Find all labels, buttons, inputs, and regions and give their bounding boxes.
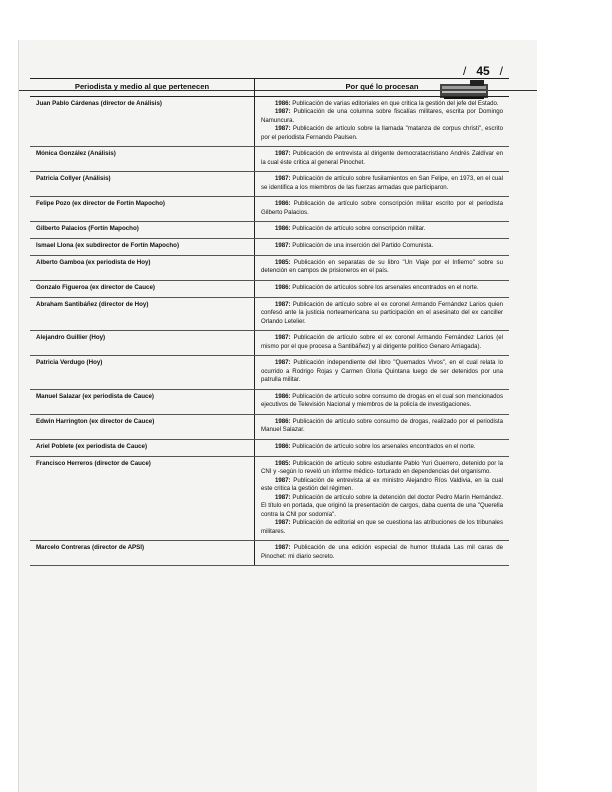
entry-text: Publicación de artículos sobre los arsenales encontrados en el norte. bbox=[292, 283, 479, 291]
table-row bbox=[30, 172, 509, 197]
journalist-name: Marcelo Contreras (director de APSI) bbox=[30, 541, 255, 566]
entry-text: Publicación de artículo sobre fusilamientos en San Felipe, en 1973, en el cual se identifica a los miembros de las fuerzas armadas que participaron. bbox=[261, 175, 503, 191]
prosecution-reason bbox=[255, 389, 510, 414]
entry-text: Publicación de artículo sobre estudiante Pablo Yuri Guerrero, detenido por la CNI y -según lo reveló un informe médico- torturado en dependencias del organismo. bbox=[261, 459, 503, 476]
entry-year: 1986: bbox=[275, 200, 291, 208]
journalist-name: Ismael Llona (ex subdirector de Fortín Mapocho) bbox=[30, 239, 255, 256]
journalist-name: Alberto Gamboa (ex periodista de Hoy) bbox=[30, 255, 255, 280]
journalist-name: Alejandro Guillier (Hoy) bbox=[30, 331, 255, 356]
journalist-name: Ariel Poblete (ex periodista de Cauce) bbox=[30, 439, 255, 456]
journalist-name: Juan Pablo Cárdenas (director de Análisis) bbox=[30, 96, 255, 147]
reason-entry bbox=[261, 301, 503, 327]
prosecution-reason bbox=[255, 172, 510, 197]
prosecution-reason bbox=[255, 297, 510, 331]
prosecution-reason bbox=[255, 356, 510, 390]
entry-year: 1987: bbox=[275, 544, 291, 552]
table-row bbox=[30, 222, 509, 239]
reason-entry bbox=[261, 108, 503, 125]
entry-text: Publicación de artículo sobre conscripción militar escrito por el periodista Gilberto Palacios. bbox=[261, 200, 503, 216]
entry-year: 1986: bbox=[275, 99, 291, 107]
journalist-name: Manuel Salazar (ex periodista de Cauce) bbox=[30, 389, 255, 414]
table-row bbox=[30, 197, 509, 222]
entry-text: Publicación de artículo sobre el ex coronel Armando Fernández Larios quien confesó ante la justicia norteamericana su participación en el asesinato del ex canciller Orlando Letelier. bbox=[261, 300, 503, 325]
journalist-name: Patricia Collyer (Análisis) bbox=[30, 172, 255, 197]
journalist-name: Felipe Pozo (ex director de Fortín Mapocho) bbox=[30, 197, 255, 222]
journalist-name: Abraham Santibáñez (director de Hoy) bbox=[30, 297, 255, 331]
reason-entry bbox=[261, 284, 503, 293]
entry-year: 1986: bbox=[275, 225, 291, 233]
prosecution-reason bbox=[255, 414, 510, 439]
table-row bbox=[30, 456, 509, 541]
journalist-name: Edwin Harrington (ex director de Cauce) bbox=[30, 414, 255, 439]
entry-year: 1987: bbox=[275, 476, 291, 484]
entry-year: 1987: bbox=[275, 150, 291, 158]
entry-text: Publicación de artículo sobre consumo de drogas, realizado por el periodista Manuel Salazar. bbox=[261, 417, 503, 434]
journalist-name: Mónica González (Análisis) bbox=[30, 147, 255, 172]
prosecution-reason bbox=[255, 222, 510, 239]
entry-text: Publicación de una edición especial de humor titulada Las mil caras de Pinochet: mi diario secreto. bbox=[261, 544, 503, 560]
journalist-name: Gilberto Palacios (Fortín Mapocho) bbox=[30, 222, 255, 239]
entry-text: Publicación de varias editoriales en que critica la gestión del jefe del Estado. bbox=[292, 99, 499, 107]
entry-text: Publicación de una columna sobre fiscalías militares, escrita por Domingo Namuncura. bbox=[261, 108, 503, 124]
entry-text: Publicación de artículo sobre la llamada "matanza de corpus christi", escrito por el periodista Fernando Paulsen. bbox=[261, 125, 503, 141]
reason-entry bbox=[261, 100, 503, 109]
reason-entry bbox=[261, 519, 503, 536]
reason-entry bbox=[261, 393, 503, 410]
entry-year: 1987: bbox=[275, 108, 291, 116]
table-row bbox=[30, 389, 509, 414]
reason-entry bbox=[261, 418, 503, 435]
entry-year: 1986: bbox=[275, 392, 291, 400]
entry-text: Publicación de entrevista al ex ministro Alejandro Ríos Valdivia, en la cual este critica la gestión del régimen. bbox=[261, 476, 503, 493]
table-row bbox=[30, 96, 509, 147]
reason-entry bbox=[261, 175, 503, 192]
table-row bbox=[30, 414, 509, 439]
prosecution-reason bbox=[255, 331, 510, 356]
reason-entry bbox=[261, 200, 503, 217]
table-row bbox=[30, 280, 509, 297]
entry-text: Publicación de artículo sobre consumo de drogas en el cual son mencionados ejecutivos de Televisión Nacional y miembros de la policía de investigaciones. bbox=[261, 392, 503, 409]
reason-entry bbox=[261, 494, 503, 520]
journalist-name: Francisco Herreros (director de Cauce) bbox=[30, 456, 255, 541]
entry-text: Publicación de artículo sobre la detención del doctor Pedro Marín Hernández. El título en portada, que originó la presentación de cargos, daba cuenta de una "Querella contra la CNI por sodomía". bbox=[261, 493, 503, 518]
entry-year: 1987: bbox=[275, 300, 291, 308]
table-row bbox=[30, 356, 509, 390]
reason-entry bbox=[261, 225, 503, 234]
table-row bbox=[30, 541, 509, 566]
prosecution-reason bbox=[255, 197, 510, 222]
prosecution-reason bbox=[255, 147, 510, 172]
entry-year: 1987: bbox=[275, 359, 291, 367]
journalists-table bbox=[30, 78, 509, 566]
table-row bbox=[30, 331, 509, 356]
entry-year: 1987: bbox=[275, 125, 291, 133]
table-row bbox=[30, 297, 509, 331]
entry-year: 1987: bbox=[275, 334, 291, 342]
prosecution-reason bbox=[255, 456, 510, 541]
entry-year: 1987: bbox=[275, 519, 291, 527]
column-header-journalist: Periodista y medio al que pertenecen bbox=[30, 79, 255, 97]
prosecution-reason bbox=[255, 280, 510, 297]
entry-text: Publicación de artículo sobre el ex coronel Armando Fernández Larios (el mismo por el que procesa a Santibáñez) y al dirigente político Genaro Arriagada). bbox=[261, 334, 503, 350]
entry-year: 1987: bbox=[275, 175, 291, 183]
table-row bbox=[30, 239, 509, 256]
entry-year: 1986: bbox=[275, 283, 291, 291]
reason-entry bbox=[261, 334, 503, 351]
prosecution-reason bbox=[255, 439, 510, 456]
table-header-row bbox=[30, 79, 509, 97]
prosecution-reason bbox=[255, 239, 510, 256]
reason-entry bbox=[261, 477, 503, 494]
entry-text: Publicación en separatas de su libro "Un Viaje por el Infierno" sobre su detención en campos de prisioneros en el país. bbox=[261, 258, 503, 275]
table-row bbox=[30, 255, 509, 280]
journalist-name: Gonzalo Figueroa (ex director de Cauce) bbox=[30, 280, 255, 297]
entry-text: Publicación de una inserción del Partido Comunista. bbox=[292, 242, 434, 250]
entry-year: 1987: bbox=[275, 242, 291, 250]
entry-year: 1986: bbox=[275, 417, 291, 425]
reason-entry bbox=[261, 359, 503, 385]
reason-entry bbox=[261, 443, 503, 452]
entry-year: 1987: bbox=[275, 493, 291, 501]
table-row bbox=[30, 439, 509, 456]
entry-text: Publicación de entrevista al dirigente democratacristiano Andrés Zaldívar en la cual éste critica al general Pinochet. bbox=[261, 150, 503, 166]
reason-entry bbox=[261, 125, 503, 142]
column-header-reason: Por qué lo procesan bbox=[255, 79, 510, 97]
reason-entry bbox=[261, 544, 503, 561]
entry-text: Publicación de editorial en que se cuestiona las atribuciones de los tribunales militares. bbox=[261, 519, 503, 535]
page-number: / 45 / bbox=[469, 64, 497, 78]
entry-text: Publicación independiente del libro "Quemados Vivos", en el cual relata lo ocurrido a Rodrigo Rojas y Carmen Gloria Quintana luego de ser detenidos por una patrulla militar. bbox=[261, 359, 503, 384]
reason-entry bbox=[261, 242, 503, 251]
journalist-name: Patricia Verdugo (Hoy) bbox=[30, 356, 255, 390]
entry-text: Publicación de artículo sobre los arsenales encontrados en el norte. bbox=[292, 442, 476, 450]
entry-text: Publicación de artículo sobre conscripción militar. bbox=[292, 225, 426, 233]
prosecution-reason bbox=[255, 541, 510, 566]
entry-year: 1985: bbox=[275, 459, 291, 467]
table-row bbox=[30, 147, 509, 172]
prosecution-reason bbox=[255, 255, 510, 280]
entry-year: 1986: bbox=[275, 442, 291, 450]
entry-year: 1985: bbox=[275, 258, 291, 266]
prosecution-reason bbox=[255, 96, 510, 147]
reason-entry bbox=[261, 460, 503, 477]
reason-entry bbox=[261, 259, 503, 276]
reason-entry bbox=[261, 150, 503, 167]
scan-margin bbox=[0, 0, 10, 792]
